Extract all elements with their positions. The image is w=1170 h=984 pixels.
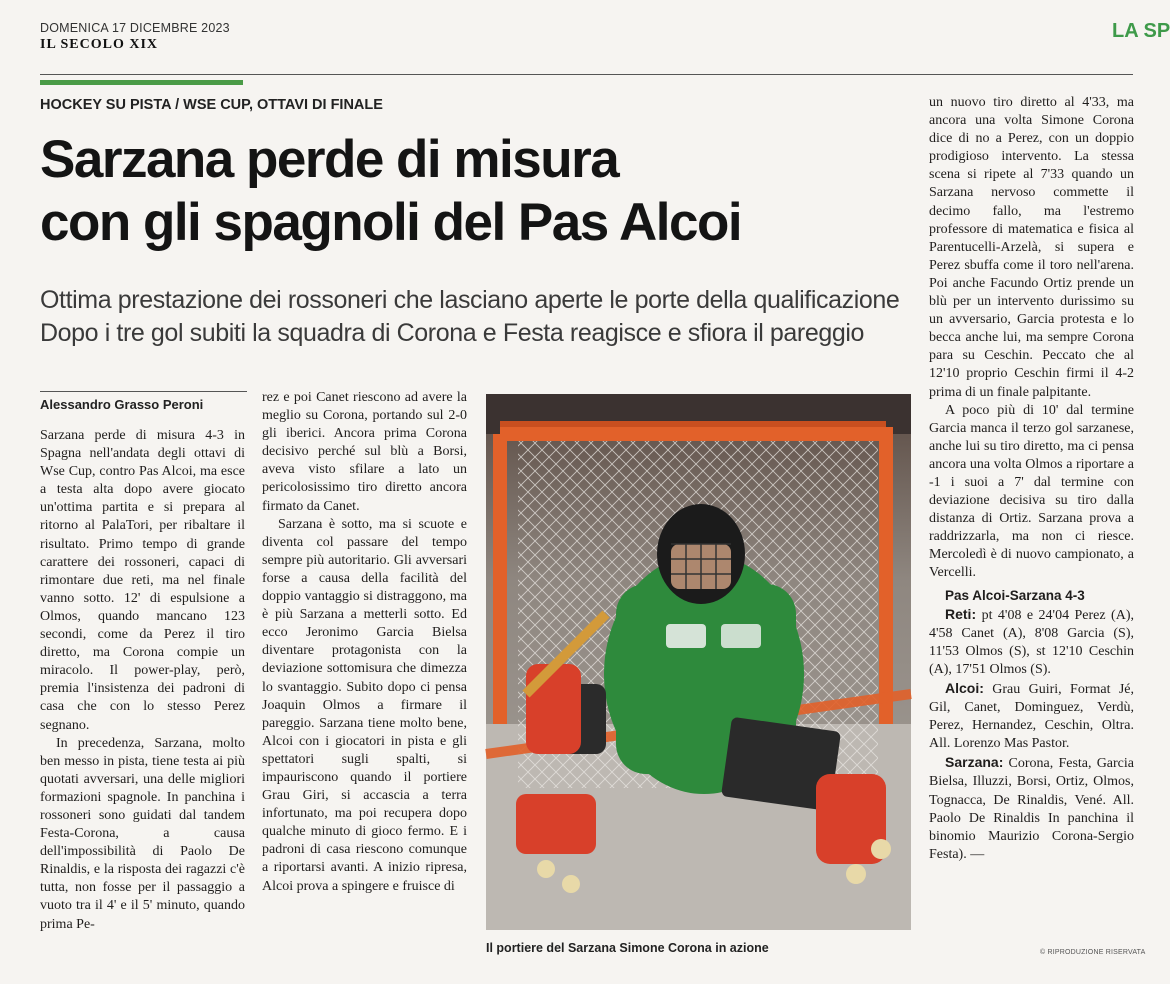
result-alcoi-lineup bbox=[929, 679, 1134, 753]
deck-line-2: Dopo i tre gol subiti la squadra di Corona e Festa reagisce e sfiora il pareggio bbox=[40, 319, 865, 347]
sarzana-text: Corona, Festa, Garcia Bielsa, Illuzzi, Borsi, Ortiz, Olmos, Tognacca, De Rinaldis, Vené. All. Paolo De Rinaldis In panchina il binomio Maurizio Corona-Sergio Festa). — bbox=[929, 756, 1134, 862]
copyright-notice: © RIPRODUZIONE RISERVATA bbox=[1040, 949, 1146, 956]
article-column-3 bbox=[929, 94, 1134, 964]
paragraph: A poco più di 10' dal termine Garcia manca il terzo gol sarzanese, anche lui su tiro diretto, ma ci pensa ancora una volta Olmos a riportare a -1 i suoi a 7' dal termine con deviazione decisiva su tiro dalla distanza di Ortiz. Sarzana prova a raddrizzarla, ma non ci riesce. Mercoledì è di nuovo campionato, a Vercelli. bbox=[929, 402, 1134, 581]
article-kicker: HOCKEY SU PISTA / WSE CUP, OTTAVI DI FINALE bbox=[40, 97, 383, 113]
alcoi-label: Alcoi: bbox=[945, 680, 984, 696]
accent-bar bbox=[40, 80, 243, 85]
paragraph: Sarzana è sotto, ma si scuote e diventa col passare del tempo sempre più autoritario. Gli avversari forse a causa della facilità del doppio vantaggio si distraggono, ma è più Sarzana a metterli sotto. Ed ecco Jeronimo Garcia Bielsa diventare protagonista con la deviazione sottomisura che dimezza lo svantaggio. Subito dopo ci pensa Joaquin Olmos a firmare il pareggio. Sarzana tiene molto bene, Alcoi con i giocatori in pista e gli spettatori sugli spalti, si impauriscono quando il portiere Grau Giri, si accascia a terra infortunato, ma poi recupera dopo qualche minuto di gioco fermo. E i padroni di casa riescono comunque a riportarsi avanti. A inizio ripresa, Alcoi prova a spingere e fruisce di bbox=[262, 516, 467, 894]
masthead-paper-name: IL SECOLO XIX bbox=[40, 37, 159, 52]
article-headline bbox=[40, 128, 920, 254]
goals-text: pt 4'08 e 24'04 Perez (A), 4'58 Canet (A), 8'08 Garcia (S), 11'53 Olmos (S), st 12'10 Ceschin (A), 17'51 Olmos (S). bbox=[929, 607, 1134, 677]
top-rule bbox=[40, 74, 1133, 75]
paragraph: un nuovo tiro diretto al 4'33, ma ancora una volta Simone Corona dice di no a Perez, con un doppio prodigioso intervento. La stessa scena si ripete al 7'33 quando un Sarzana nervoso commette il decimo fallo, ma l'estremo professore di matematica e fisica al Parentucelli-Arzelà, si supera e Perez sbuffa come il toro nell'arena. Poi anche Facundo Ortiz prende un blù per un intervento durissimo su un avversario, Garcia protesta e lo becca anche lui, ma sempre Corona para su Ceschin. Peccato che al 12'10 proprio Ceschin firmi il 4-2 prima di un finale palpitante. bbox=[929, 95, 1134, 400]
byline: Alessandro Grasso Peroni bbox=[40, 397, 204, 412]
photo-illustration bbox=[486, 394, 911, 930]
paragraph: Sarzana perde di misura 4-3 in Spagna nell'andata degli ottavi di Wse Cup, contro Pas Alcoi, ma esce a testa alta dopo avere giocato un'ottima partita e si prepara al ritorno al PalaTori, per ribaltare il risultato. Primo tempo di grande carattere dei rossoneri, capaci di rimontare due reti, ma nel finale vanno sotto. 12' di espulsione a Olmos, quando mancano 123 secondi, come da Perez il tiro diretto, ma Corona compie un miracolo. Il power-play, però, premia l'insistenza dei padroni di casa che con lo stesso Perez segnano. bbox=[40, 428, 245, 733]
article-column-2 bbox=[262, 389, 467, 972]
goals-label: Reti: bbox=[945, 605, 977, 622]
headline-line-1: Sarzana perde di misura bbox=[40, 130, 619, 189]
paragraph: In precedenza, Sarzana, molto ben messo in pista, tiene testa ai più quotati avversari, una delle migliori formazioni spagnole. In panchina i rossoneri sono guidati dal tandem Festa-Corona, a causa dell'impossibilità di Paolo De Rinaldis, e la risposta dei ragazzi c'è tutta, non fosse per il passaggio a vuoto tra il 4' e il 5' minuto, quando prima Pe- bbox=[40, 735, 245, 932]
masthead-date: DOMENICA 17 DICEMBRE 2023 bbox=[40, 21, 230, 35]
byline-rule bbox=[40, 391, 247, 392]
result-sarzana-lineup bbox=[929, 753, 1134, 864]
result-title: Pas Alcoi-Sarzana 4-3 bbox=[945, 587, 1085, 603]
goalkeeper-photo bbox=[486, 394, 911, 930]
deck-line-1: Ottima prestazione dei rossoneri che lasciano aperte le porte della qualificazione bbox=[40, 286, 900, 314]
photo-caption: Il portiere del Sarzana Simone Corona in azione bbox=[486, 941, 769, 955]
result-goals bbox=[929, 605, 1134, 679]
paragraph: rez e poi Canet riescono ad avere la meglio su Corona, portando sul 2-0 gli iberici. Ancora prima Corona decisivo perché sul blù a Borsi, aveva visto sfilare a lato un pericolosissimo tiro diretto ancora firmato da Canet. bbox=[262, 390, 467, 514]
article-deck bbox=[40, 284, 920, 350]
sarzana-label: Sarzana: bbox=[945, 754, 1004, 771]
alcoi-text: Grau Guiri, Format Jé, Gil, Canet, Dominguez, Verdù, Perez, Hernandez, Ceschin, Oltra. All. Lorenzo Mas Pastor. bbox=[929, 682, 1134, 752]
headline-line-2: con gli spagnoli del Pas Alcoi bbox=[40, 193, 742, 252]
article-column-1 bbox=[40, 427, 245, 972]
section-tag: LA SP bbox=[1112, 20, 1170, 42]
